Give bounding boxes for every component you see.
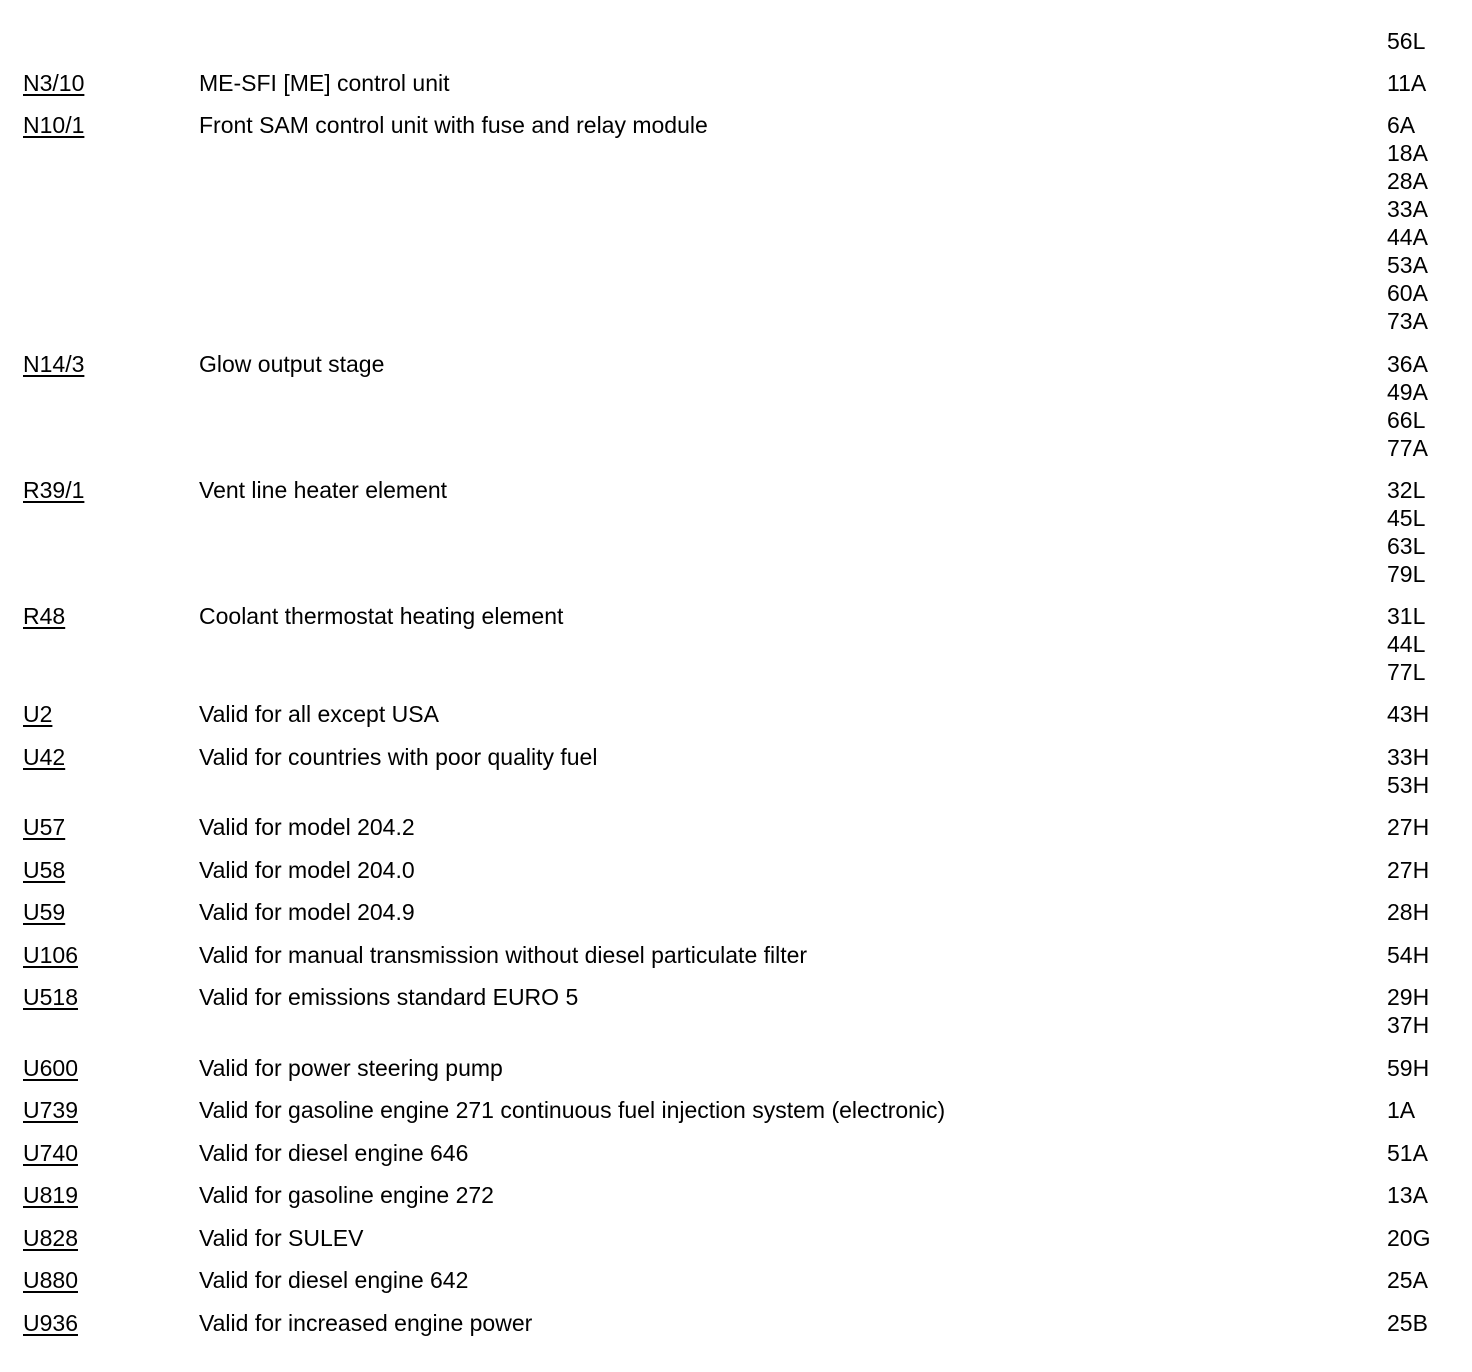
grid-ref-list xyxy=(1387,1139,1428,1167)
grid-ref: 28A xyxy=(1387,168,1428,194)
grid-ref: 51A xyxy=(1387,1140,1428,1166)
grid-ref: 43H xyxy=(1387,701,1430,727)
grid-ref: 54H xyxy=(1387,942,1430,968)
grid-ref: 60A xyxy=(1387,280,1428,306)
component-description: Valid for gasoline engine 271 continuous fuel injection system (electronic) xyxy=(199,1097,946,1123)
component-description: Valid for increased engine power xyxy=(199,1310,533,1336)
grid-ref: 6A xyxy=(1387,112,1416,138)
component-description: Glow output stage xyxy=(199,351,385,377)
component-description: Valid for countries with poor quality fuel xyxy=(199,744,598,770)
component-code-link[interactable]: N14/3 xyxy=(23,351,85,377)
component-code-link[interactable]: U936 xyxy=(23,1310,78,1336)
grid-ref-list xyxy=(1387,813,1429,841)
component-description: ME-SFI [ME] control unit xyxy=(199,70,450,96)
component-code-link[interactable]: U880 xyxy=(23,1267,78,1293)
component-code-link[interactable]: U59 xyxy=(23,899,66,925)
grid-ref: 73A xyxy=(1387,308,1428,334)
component-code-link[interactable]: U819 xyxy=(23,1182,78,1208)
component-description: Valid for diesel engine 646 xyxy=(199,1140,469,1166)
grid-ref-list xyxy=(1387,1309,1428,1337)
grid-ref: 77L xyxy=(1387,659,1426,685)
continuation-refs xyxy=(1387,27,1425,55)
grid-ref: 49A xyxy=(1387,379,1428,405)
grid-ref-list xyxy=(1387,350,1428,462)
grid-ref: 44L xyxy=(1387,631,1426,657)
component-code-link[interactable]: N3/10 xyxy=(23,70,85,96)
grid-ref: 44A xyxy=(1387,224,1428,250)
grid-ref-list xyxy=(1387,111,1428,335)
grid-ref-list xyxy=(1387,476,1425,588)
component-code-link[interactable]: U2 xyxy=(23,701,53,727)
component-code-link[interactable]: U106 xyxy=(23,942,78,968)
grid-ref: 32L xyxy=(1387,477,1426,503)
component-description: Valid for emissions standard EURO 5 xyxy=(199,984,579,1010)
grid-ref: 33A xyxy=(1387,196,1428,222)
grid-ref: 66L xyxy=(1387,407,1426,433)
grid-ref: 37H xyxy=(1387,1012,1430,1038)
component-description: Valid for model 204.9 xyxy=(199,899,415,925)
grid-ref-list xyxy=(1387,1096,1415,1124)
grid-ref-list xyxy=(1387,743,1429,799)
component-code-link[interactable]: U739 xyxy=(23,1097,78,1123)
component-description: Valid for diesel engine 642 xyxy=(199,1267,469,1293)
component-description: Valid for power steering pump xyxy=(199,1055,503,1081)
grid-ref: 33H xyxy=(1387,744,1430,770)
component-code-link[interactable]: U600 xyxy=(23,1055,78,1081)
component-code-link[interactable]: U828 xyxy=(23,1225,78,1251)
grid-ref: 13A xyxy=(1387,1182,1428,1208)
grid-ref-list xyxy=(1387,602,1425,686)
component-code-link[interactable]: R48 xyxy=(23,603,66,629)
grid-ref-list xyxy=(1387,983,1429,1039)
component-code-link[interactable]: U57 xyxy=(23,814,66,840)
grid-ref: 27H xyxy=(1387,857,1430,883)
component-code-link[interactable]: U518 xyxy=(23,984,78,1010)
component-description: Vent line heater element xyxy=(199,477,448,503)
grid-ref: 25A xyxy=(1387,1267,1428,1293)
component-description: Valid for model 204.2 xyxy=(199,814,415,840)
grid-ref: 53A xyxy=(1387,252,1428,278)
grid-ref-list xyxy=(1387,1266,1428,1294)
component-description: Front SAM control unit with fuse and relay module xyxy=(199,112,708,138)
component-code-link[interactable]: U58 xyxy=(23,857,66,883)
grid-ref: 25B xyxy=(1387,1310,1428,1336)
component-code-link[interactable]: R39/1 xyxy=(23,477,85,503)
grid-ref: 27H xyxy=(1387,814,1430,840)
component-description: Valid for all except USA xyxy=(199,701,439,727)
grid-ref: 11A xyxy=(1387,70,1427,96)
grid-ref-list xyxy=(1387,1181,1428,1209)
component-description: Valid for gasoline engine 272 xyxy=(199,1182,494,1208)
grid-ref-list xyxy=(1387,700,1429,728)
grid-ref-list xyxy=(1387,856,1429,884)
grid-ref: 59H xyxy=(1387,1055,1430,1081)
component-code-link[interactable]: N10/1 xyxy=(23,112,85,138)
component-description: Valid for manual transmission without diesel particulate filter xyxy=(199,942,808,968)
grid-ref: 63L xyxy=(1387,533,1426,559)
grid-ref: 53H xyxy=(1387,772,1430,798)
component-code-link[interactable]: U740 xyxy=(23,1140,78,1166)
component-description: Valid for SULEV xyxy=(199,1225,364,1251)
grid-ref: 79L xyxy=(1387,561,1426,587)
grid-ref: 56L xyxy=(1387,28,1426,54)
grid-ref: 31L xyxy=(1387,603,1426,629)
component-code-link[interactable]: U42 xyxy=(23,744,66,770)
grid-ref-list xyxy=(1387,898,1429,926)
grid-ref: 45L xyxy=(1387,505,1426,531)
grid-ref: 1A xyxy=(1387,1097,1416,1123)
grid-ref: 28H xyxy=(1387,899,1430,925)
grid-ref: 29H xyxy=(1387,984,1430,1010)
grid-ref: 20G xyxy=(1387,1225,1431,1251)
grid-ref-list xyxy=(1387,1224,1430,1252)
grid-ref: 18A xyxy=(1387,140,1428,166)
grid-ref-list xyxy=(1387,941,1429,969)
grid-ref: 77A xyxy=(1387,435,1428,461)
component-description: Coolant thermostat heating element xyxy=(199,603,564,629)
grid-ref: 36A xyxy=(1387,351,1428,377)
grid-ref-list xyxy=(1387,1054,1429,1082)
grid-ref-list xyxy=(1387,69,1426,97)
component-description: Valid for model 204.0 xyxy=(199,857,415,883)
